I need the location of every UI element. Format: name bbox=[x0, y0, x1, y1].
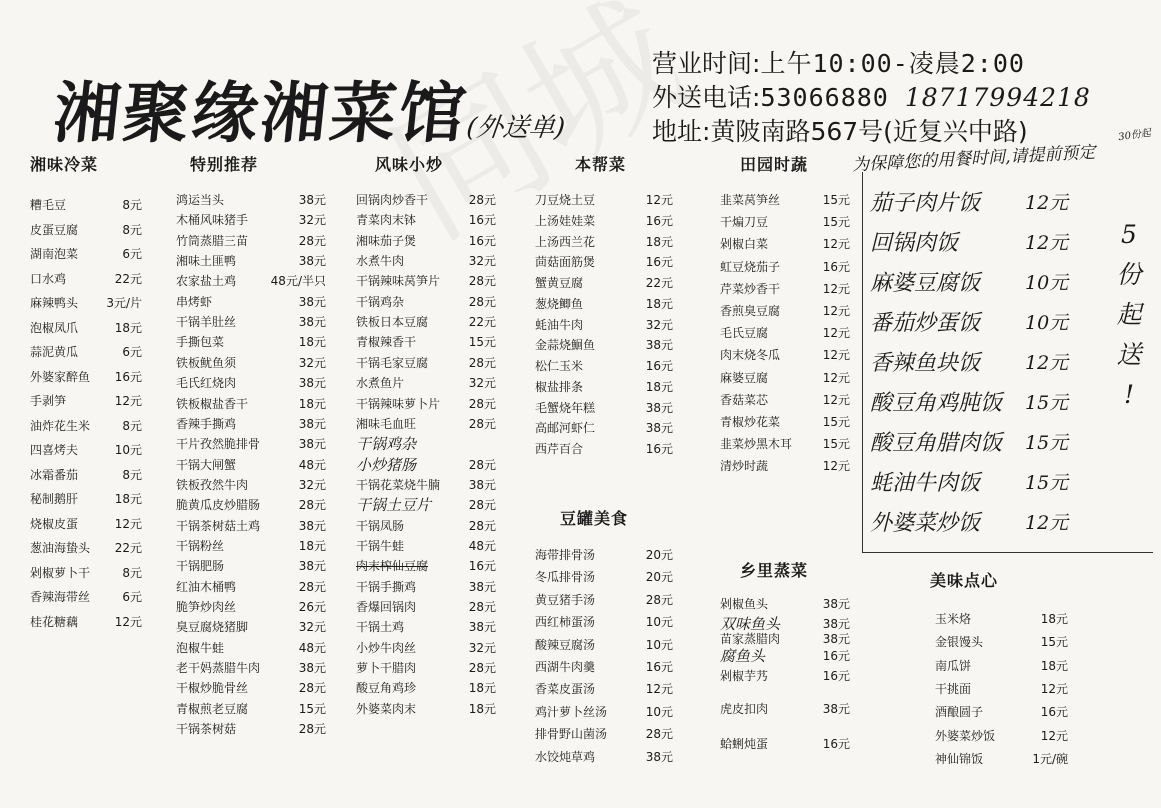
menu-item-name: 串烤虾 bbox=[176, 294, 213, 309]
min-order-char: 份 bbox=[1116, 260, 1142, 289]
section-title: 湘味冷菜 bbox=[30, 155, 99, 174]
rice-item-price: 12元 bbox=[1025, 512, 1069, 534]
menu-item-name: 肉末榨仙豆腐 bbox=[356, 559, 429, 574]
rice-item-name: 番茄炒蛋饭 bbox=[870, 311, 981, 336]
menu-item-name: 湖南泡菜 bbox=[30, 247, 79, 261]
min-order-note bbox=[1112, 215, 1146, 415]
phone-label: 外送电话: bbox=[652, 83, 761, 112]
menu-item-name: 干锅土豆片 bbox=[356, 496, 432, 515]
menu-item-name: 干锅毛家豆腐 bbox=[356, 355, 429, 370]
menu-item-price: 16元 bbox=[822, 669, 850, 683]
menu-item-price: 38元 bbox=[298, 661, 326, 676]
menu-item-price: 15元 bbox=[822, 193, 850, 207]
menu-item-price: 10元 bbox=[114, 443, 142, 457]
menu-item-name: 青椒炒花菜 bbox=[720, 415, 781, 429]
menu-item-price: 18元 bbox=[468, 701, 496, 716]
section-title: 美味点心 bbox=[930, 571, 999, 590]
menu-item-price: 8元 bbox=[122, 565, 142, 580]
menu-item-price: 1元/碗 bbox=[1032, 751, 1068, 766]
menu-item-name: 香菇菜芯 bbox=[720, 392, 769, 407]
menu-item-name: 鸡汁萝卜丝汤 bbox=[535, 704, 608, 719]
menu-item-name: 泡椒凤爪 bbox=[30, 320, 79, 335]
menu-item-name: 南瓜饼 bbox=[935, 658, 972, 673]
menu-item-price: 32元 bbox=[298, 477, 326, 492]
menu-item-price: 16元 bbox=[645, 359, 673, 373]
menu-item-price: 15元 bbox=[822, 437, 850, 452]
menu-item-name: 剁椒鱼头 bbox=[720, 597, 769, 611]
menu-item-name: 葱油海蛰头 bbox=[30, 541, 91, 555]
menu-item-price: 28元 bbox=[298, 681, 326, 696]
rice-item-price: 15元 bbox=[1025, 432, 1069, 454]
menu-item-price: 12元 bbox=[822, 370, 850, 385]
menu-item-price: 8元 bbox=[122, 467, 142, 482]
menu-item-price: 32元 bbox=[468, 640, 496, 655]
menu-item-price: 16元 bbox=[645, 442, 673, 456]
menu-item-price: 18元 bbox=[298, 335, 326, 350]
menu-item-name: 口水鸡 bbox=[30, 271, 67, 286]
menu-item-name: 剁椒萝卜干 bbox=[30, 565, 91, 580]
menu-item-name: 蒜泥黄瓜 bbox=[30, 345, 79, 359]
menu-item-price: 10元 bbox=[645, 704, 673, 719]
menu-item-name: 小炒猪肠 bbox=[356, 455, 417, 474]
menu-item-price: 38元 bbox=[645, 400, 673, 415]
menu-item-price: 18元 bbox=[468, 681, 496, 696]
menu-item-name: 干锅粉丝 bbox=[176, 538, 225, 553]
menu-item-price: 38元 bbox=[298, 294, 326, 309]
menu-item-name: 香辣海带丝 bbox=[30, 590, 91, 604]
menu-item-price: 38元 bbox=[298, 193, 326, 207]
menu-item-price: 28元 bbox=[645, 727, 673, 742]
menu-item-price: 28元 bbox=[468, 457, 496, 472]
menu-item-name: 香煎臭豆腐 bbox=[720, 304, 781, 318]
menu-item-price: 38元 bbox=[298, 416, 326, 431]
menu-item-name: 铁板椒盐香干 bbox=[176, 396, 249, 411]
menu-item-name: 桂花糖藕 bbox=[30, 614, 79, 629]
menu-item-name: 回锅肉炒香干 bbox=[356, 193, 429, 207]
menu-item-name: 麻婆豆腐 bbox=[720, 370, 769, 385]
hours-value: 上午10:00-凌晨2:00 bbox=[760, 49, 1025, 78]
rice-item-name: 酸豆角腊肉饭 bbox=[870, 431, 1003, 456]
menu-item-price: 16元 bbox=[468, 233, 496, 248]
menu-item-price: 18元 bbox=[1040, 612, 1068, 626]
menu-item-price: 28元 bbox=[468, 193, 496, 207]
menu-item-name: 虹豆烧茄子 bbox=[720, 259, 781, 274]
menu-item-name: 毛氏豆腐 bbox=[720, 326, 769, 341]
menu-item-name: 毛蟹烧年糕 bbox=[535, 400, 596, 415]
menu-item-price: 18元 bbox=[1040, 658, 1068, 673]
menu-item-name: 铁板日本豆腐 bbox=[356, 315, 429, 330]
section-title: 豆罐美食 bbox=[560, 509, 629, 528]
menu-item-price: 28元 bbox=[468, 274, 496, 289]
menu-item-price: 32元 bbox=[298, 355, 326, 370]
menu-item-name: 松仁玉米 bbox=[535, 359, 584, 373]
menu-item-name: 皮蛋豆腐 bbox=[30, 222, 79, 237]
menu-item-price: 12元 bbox=[822, 237, 850, 252]
menu-item-name: 萝卜干腊肉 bbox=[356, 661, 417, 676]
menu-item-name: 酸豆角鸡珍 bbox=[356, 681, 417, 696]
menu-item-price: 12元 bbox=[645, 682, 673, 697]
menu-item-name: 酒酿圆子 bbox=[935, 705, 984, 720]
menu-item-price: 20元 bbox=[645, 570, 673, 585]
menu-item-price: 16元 bbox=[645, 213, 673, 228]
rice-item-price: 12元 bbox=[1025, 352, 1069, 374]
menu-item-price: 22元 bbox=[468, 315, 496, 330]
menu-item-name: 木桶风味猪手 bbox=[176, 213, 249, 228]
menu-item-name: 高邮河虾仁 bbox=[535, 421, 596, 436]
menu-item-name: 黄豆猪手汤 bbox=[535, 592, 596, 607]
menu-item-name: 冬瓜排骨汤 bbox=[535, 570, 596, 585]
menu-item-name: 小炒牛肉丝 bbox=[356, 640, 417, 655]
phone-line bbox=[652, 78, 1091, 114]
menu-item-name: 干锅羊肚丝 bbox=[176, 315, 237, 330]
menu-item-price: 28元 bbox=[468, 294, 496, 309]
menu-item-price: 38元 bbox=[645, 421, 673, 436]
menu-item-price: 12元 bbox=[114, 394, 142, 408]
menu-item-price: 38元 bbox=[822, 702, 850, 716]
menu-item-price: 28元 bbox=[468, 498, 496, 513]
menu-item-name: 脆黄瓜皮炒腊肠 bbox=[176, 498, 261, 513]
menu-item-price: 18元 bbox=[298, 538, 326, 553]
menu-item-name: 香菜皮蛋汤 bbox=[535, 682, 596, 697]
menu-item-name: 西红柿蛋汤 bbox=[535, 615, 596, 630]
menu-item-name: 油炸花生米 bbox=[30, 418, 91, 433]
title-note: (外送单) bbox=[465, 113, 567, 143]
menu-item-name: 干锅手撕鸡 bbox=[356, 579, 417, 594]
restaurant-title bbox=[50, 60, 639, 150]
menu-item-name: 海带排骨汤 bbox=[535, 548, 596, 562]
menu-item-name: 虎皮扣肉 bbox=[720, 702, 769, 716]
menu-item-name: 茴菇面筋煲 bbox=[535, 255, 596, 270]
menu-item-price: 6元 bbox=[122, 590, 142, 604]
menu-item-price: 28元 bbox=[298, 722, 326, 737]
menu-item-price: 15元 bbox=[1040, 635, 1068, 650]
menu-item-price: 12元 bbox=[645, 193, 673, 207]
menu-item-name: 干片孜然脆排骨 bbox=[176, 437, 261, 452]
menu-item-price: 15元 bbox=[468, 335, 496, 350]
menu-item-price: 12元 bbox=[822, 304, 850, 318]
menu-item-name: 韭菜莴笋丝 bbox=[720, 193, 781, 207]
menu-item-name: 干锅鸡杂 bbox=[356, 294, 405, 309]
rice-item-price: 15元 bbox=[1025, 472, 1069, 494]
menu-item-name: 葱烧鲫鱼 bbox=[535, 296, 584, 311]
menu-item-name: 干锅茶树菇土鸡 bbox=[176, 518, 261, 533]
menu-item-name: 铁板鱿鱼须 bbox=[176, 355, 237, 370]
menu-item-name: 干锅土鸡 bbox=[356, 620, 405, 635]
menu-item-price: 18元 bbox=[298, 396, 326, 411]
menu-item-name: 金蒜烧鮰鱼 bbox=[535, 338, 596, 353]
menu-item-name: 干锅大闸蟹 bbox=[176, 457, 237, 472]
address-value: 黄陂南路567号(近复兴中路) bbox=[710, 117, 1028, 146]
menu-item-price: 10元 bbox=[645, 637, 673, 652]
menu-item-name: 刀豆烧土豆 bbox=[535, 193, 596, 207]
menu-item-name: 臭豆腐烧猪脚 bbox=[176, 620, 249, 635]
section-title: 风味小炒 bbox=[375, 155, 444, 174]
rice-item-price: 10元 bbox=[1025, 272, 1069, 294]
menu-item-price: 38元 bbox=[298, 376, 326, 391]
menu-item-name: 竹筒蒸腊三苗 bbox=[176, 233, 249, 248]
rice-item-name: 回锅肉饭 bbox=[870, 231, 959, 256]
menu-item-price: 28元 bbox=[298, 498, 326, 513]
menu-item-name: 双味鱼头 bbox=[720, 615, 781, 633]
menu-item-name: 干锅肥肠 bbox=[176, 559, 225, 574]
menu-item-name: 干锅辣味萝卜片 bbox=[356, 396, 441, 411]
address-line bbox=[652, 112, 1028, 148]
menu-item-price: 38元 bbox=[468, 620, 496, 635]
menu-item-name: 干煸刀豆 bbox=[720, 215, 769, 230]
menu-item-price: 8元 bbox=[122, 198, 142, 212]
menu-item-price: 48元 bbox=[468, 538, 496, 553]
menu-item-price: 12元 bbox=[822, 281, 850, 296]
rice-item-name: 酸豆角鸡肫饭 bbox=[870, 391, 1003, 416]
menu-item-name: 上汤西兰花 bbox=[535, 234, 596, 249]
menu-item-name: 腐鱼头 bbox=[720, 647, 766, 665]
menu-item-name: 上汤娃娃菜 bbox=[535, 213, 596, 228]
menu-item-price: 18元 bbox=[645, 379, 673, 394]
menu-item-price: 12元 bbox=[1040, 728, 1068, 743]
menu-item-price: 28元 bbox=[468, 396, 496, 411]
menu-item-name: 西湖牛肉羹 bbox=[535, 660, 596, 674]
menu-item-name: 干椒炒脆骨丝 bbox=[176, 681, 249, 696]
phone-value: 53066880 bbox=[760, 83, 889, 112]
menu-item-price: 12元 bbox=[114, 614, 142, 629]
rice-item-price: 15元 bbox=[1025, 392, 1069, 414]
preorder-notice: 为保障您的用餐时间,请提前预定 bbox=[851, 142, 1096, 176]
rice-item-name: 茄子肉片饭 bbox=[870, 191, 981, 216]
menu-item-price: 38元 bbox=[645, 338, 673, 353]
menu-item-name: 椒盐排条 bbox=[535, 379, 584, 394]
menu-item-name: 铁板孜然牛肉 bbox=[176, 477, 249, 492]
section-title: 乡里蒸菜 bbox=[740, 561, 809, 580]
menu-item-price: 12元 bbox=[822, 348, 850, 363]
menu-item-name: 剁椒白菜 bbox=[720, 237, 769, 252]
menu-item-name: 冰霜番茄 bbox=[30, 467, 79, 482]
address-note: 30份起 bbox=[1117, 127, 1152, 144]
title-text: 湘聚缘湘菜馆 bbox=[50, 74, 473, 152]
menu-item-name: 湘味茄子煲 bbox=[356, 233, 417, 248]
menu-item-name: 干锅辣味莴笋片 bbox=[356, 274, 441, 289]
menu-item-name: 水煮牛肉 bbox=[356, 254, 405, 269]
menu-item-name: 清炒时蔬 bbox=[720, 459, 769, 474]
menu-item-price: 15元 bbox=[298, 701, 326, 716]
menu-item-price: 28元 bbox=[468, 355, 496, 370]
menu-item-name: 干锅花菜烧牛腩 bbox=[356, 477, 441, 492]
menu-item-name: 红油木桶鸭 bbox=[176, 579, 237, 594]
menu-item-price: 38元 bbox=[468, 579, 496, 594]
menu-item-price: 28元 bbox=[468, 661, 496, 676]
menu-item-name: 泡椒牛蛙 bbox=[176, 640, 225, 655]
menu-item-price: 22元 bbox=[114, 271, 142, 286]
menu-item-price: 20元 bbox=[645, 548, 673, 562]
menu-item-price: 22元 bbox=[114, 541, 142, 555]
menu-item-name: 鸿运当头 bbox=[176, 193, 225, 207]
section-title: 田园时蔬 bbox=[740, 155, 809, 174]
rice-item-price: 12元 bbox=[1025, 192, 1069, 214]
menu-item-price: 48元 bbox=[298, 640, 326, 655]
phone-mobile: 18717994218 bbox=[904, 83, 1091, 112]
menu-item-name: 肉末烧冬瓜 bbox=[720, 348, 781, 363]
menu-item-name: 青菜肉末钵 bbox=[356, 213, 417, 228]
menu-item-price: 16元 bbox=[645, 255, 673, 270]
min-order-char: 送 bbox=[1116, 340, 1142, 369]
rice-item-name: 蚝油牛肉饭 bbox=[870, 471, 981, 496]
menu-item-name: 青椒辣香干 bbox=[356, 335, 417, 350]
menu-item-price: 28元 bbox=[298, 233, 326, 248]
menu-item-name: 脆笋炒肉丝 bbox=[176, 600, 237, 614]
menu-item-name: 韭菜炒黑木耳 bbox=[720, 437, 793, 452]
menu-item-name: 芹菜炒香干 bbox=[720, 281, 781, 296]
menu-item-price: 16元 bbox=[822, 649, 850, 663]
menu-item-name: 外婆菜炒饭 bbox=[935, 728, 996, 743]
menu-item-name: 酸辣豆腐汤 bbox=[535, 637, 596, 652]
menu-item-name: 干锅凤肠 bbox=[356, 518, 405, 533]
menu-item-price: 22元 bbox=[645, 276, 673, 290]
menu-item-price: 38元 bbox=[298, 437, 326, 452]
menu-item-price: 38元 bbox=[298, 559, 326, 574]
menu-item-price: 48元/半只 bbox=[270, 274, 326, 289]
address-label: 地址: bbox=[652, 117, 711, 146]
menu-item-price: 28元 bbox=[298, 579, 326, 594]
menu-item-name: 蚝油牛肉 bbox=[535, 317, 584, 332]
menu-item-name: 香辣手撕鸡 bbox=[176, 416, 237, 431]
menu-item-name: 剁椒芋艿 bbox=[720, 669, 769, 683]
menu-item-name: 青椒煎老豆腐 bbox=[176, 701, 249, 716]
menu-item-price: 28元 bbox=[468, 518, 496, 533]
menu-item-name: 干挑面 bbox=[935, 681, 972, 696]
menu-item-price: 38元 bbox=[822, 617, 850, 631]
menu-item-name: 西芹百合 bbox=[535, 442, 584, 456]
menu-item-price: 38元 bbox=[645, 749, 673, 764]
menu-item-name: 水煮鱼片 bbox=[356, 376, 405, 391]
menu-item-name: 湘味土匪鸭 bbox=[176, 254, 237, 269]
menu-item-price: 18元 bbox=[645, 234, 673, 249]
menu-item-name: 手撕包菜 bbox=[176, 335, 225, 350]
menu-item-price: 18元 bbox=[114, 492, 142, 506]
section-title: 特别推荐 bbox=[190, 155, 259, 174]
menu-item-price: 16元 bbox=[468, 559, 496, 574]
menu-item-price: 32元 bbox=[468, 254, 496, 269]
menu-item-price: 32元 bbox=[645, 317, 673, 332]
menu-item-price: 15元 bbox=[822, 215, 850, 230]
menu-item-name: 水饺炖草鸡 bbox=[535, 749, 596, 764]
menu-item-price: 38元 bbox=[298, 315, 326, 330]
menu-item-name: 麻辣鸭头 bbox=[30, 296, 79, 310]
menu-item-price: 16元 bbox=[822, 737, 850, 751]
menu-item-name: 蛤蜊炖蛋 bbox=[720, 737, 769, 751]
menu-item-name: 手剥笋 bbox=[30, 394, 67, 408]
menu-item-price: 16元 bbox=[468, 213, 496, 228]
menu-item-name: 排骨野山菌汤 bbox=[535, 727, 608, 742]
menu-item-price: 3元/片 bbox=[106, 296, 142, 310]
menu-item-price: 12元 bbox=[114, 516, 142, 531]
menu-item-price: 28元 bbox=[645, 592, 673, 607]
menu-item-price: 16元 bbox=[822, 259, 850, 274]
menu-item-price: 32元 bbox=[468, 376, 496, 391]
menu-item-name: 苗家蒸腊肉 bbox=[720, 632, 781, 646]
menu-item-name: 神仙锦饭 bbox=[935, 751, 984, 766]
menu-item-name: 干锅牛蛙 bbox=[356, 538, 405, 553]
menu-item-price: 16元 bbox=[1040, 705, 1068, 720]
menu-item-price: 12元 bbox=[822, 459, 850, 474]
menu-item-price: 8元 bbox=[122, 222, 142, 237]
menu-item-price: 10元 bbox=[645, 615, 673, 630]
rice-item-price: 10元 bbox=[1025, 312, 1069, 334]
menu-item-name: 外婆家醉鱼 bbox=[30, 369, 91, 384]
menu-item-price: 38元 bbox=[298, 518, 326, 533]
rice-item-name: 麻婆豆腐饭 bbox=[870, 271, 981, 296]
menu-item-price: 48元 bbox=[298, 457, 326, 472]
menu-item-price: 16元 bbox=[114, 369, 142, 384]
menu-item-name: 香爆回锅肉 bbox=[356, 600, 417, 614]
menu-item-price: 8元 bbox=[122, 418, 142, 433]
menu-item-price: 38元 bbox=[298, 254, 326, 269]
menu-item-price: 6元 bbox=[122, 247, 142, 261]
menu-item-price: 18元 bbox=[645, 296, 673, 311]
menu-item-price: 28元 bbox=[468, 600, 496, 614]
menu-item-price: 28元 bbox=[468, 416, 496, 431]
menu-item-price: 32元 bbox=[298, 213, 326, 228]
min-order-char: 5 bbox=[1121, 220, 1137, 249]
menu-item-name: 烧椒皮蛋 bbox=[30, 516, 79, 531]
menu-item-name: 玉米烙 bbox=[935, 612, 972, 626]
menu-item-name: 金银馒头 bbox=[935, 635, 984, 650]
menu-item-price: 12元 bbox=[1040, 681, 1068, 696]
section-title: 本帮菜 bbox=[575, 155, 627, 174]
menu-item-price: 38元 bbox=[822, 597, 850, 611]
menu-item-name: 老干妈蒸腊牛肉 bbox=[176, 661, 261, 676]
menu-item-name: 四喜烤夫 bbox=[30, 443, 79, 457]
rice-item-name: 香辣鱼块饭 bbox=[870, 351, 981, 376]
menu-item-price: 15元 bbox=[822, 415, 850, 429]
menu-item-name: 蟹黄豆腐 bbox=[535, 276, 584, 290]
min-order-char: ! bbox=[1123, 380, 1135, 409]
menu-item-name: 农家盐土鸡 bbox=[176, 274, 237, 289]
menu-item-price: 38元 bbox=[468, 477, 496, 492]
menu-item-price: 12元 bbox=[822, 392, 850, 407]
menu-item-name: 干锅茶树菇 bbox=[176, 722, 237, 737]
menu-item-name: 秘制鹅肝 bbox=[30, 492, 79, 506]
menu-item-name: 干锅鸡杂 bbox=[356, 435, 417, 454]
min-order-char: 起 bbox=[1116, 300, 1142, 329]
menu-item-name: 糟毛豆 bbox=[30, 198, 67, 212]
menu-item-name: 毛氏红烧肉 bbox=[176, 376, 237, 391]
hours-line bbox=[652, 44, 1025, 80]
rice-item-price: 12元 bbox=[1025, 232, 1069, 254]
menu-item-name: 湘味毛血旺 bbox=[356, 416, 417, 431]
hours-label: 营业时间: bbox=[652, 49, 761, 78]
menu-item-price: 12元 bbox=[822, 326, 850, 341]
menu-item-price: 18元 bbox=[114, 320, 142, 335]
menu-item-price: 16元 bbox=[645, 660, 673, 674]
menu-item-price: 38元 bbox=[822, 632, 850, 646]
menu-item-price: 32元 bbox=[298, 620, 326, 635]
menu-item-price: 6元 bbox=[122, 345, 142, 359]
rice-item-name: 外婆菜炒饭 bbox=[870, 511, 981, 536]
menu-item-price: 26元 bbox=[298, 600, 326, 614]
menu-item-name: 外婆菜肉末 bbox=[356, 701, 417, 716]
